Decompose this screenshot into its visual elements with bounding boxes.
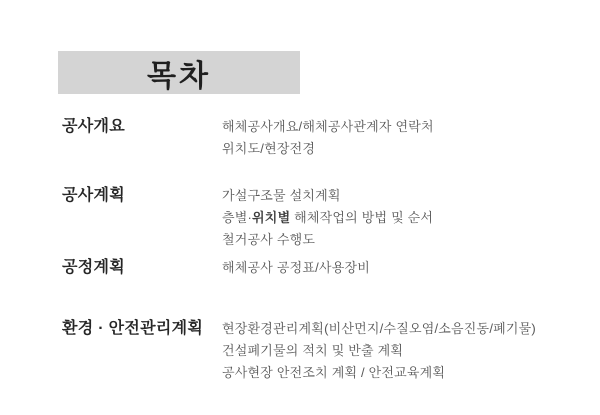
toc-section-overview	[62, 116, 582, 160]
toc-section-schedule	[62, 257, 582, 279]
toc-item	[222, 207, 433, 229]
toc-item-text-bold: 위치별	[252, 210, 291, 225]
toc-list	[62, 116, 582, 384]
section-heading: 공정계획	[62, 259, 126, 276]
toc-section-plan	[62, 185, 582, 251]
toc-item: 위치도/현장전경	[222, 141, 316, 156]
toc-section-env-safety	[62, 318, 582, 384]
section-items	[222, 116, 434, 160]
toc-item: 건설폐기물의 적치 및 반출 계획	[222, 343, 404, 358]
section-items	[222, 257, 370, 279]
toc-item: 현장환경관리계획(비산먼지/수질오염/소음진동/폐기물)	[222, 321, 536, 336]
section-heading: 환경 · 안전관리계획	[62, 320, 204, 337]
toc-item: 철거공사 수행도	[222, 232, 316, 247]
title-bar	[58, 51, 300, 94]
toc-item-text: 층별·	[222, 210, 253, 225]
toc-item-text: 해체작업의 방법 및 순서	[290, 210, 434, 225]
toc-item: 가설구조물 설치계획	[222, 188, 341, 203]
section-items	[222, 318, 536, 384]
page-title: 목차	[147, 59, 211, 93]
toc-item: 해체공사개요/해체공사관계자 연락처	[222, 119, 434, 134]
toc-item: 공사현장 안전조치 계획 / 안전교육계획	[222, 365, 446, 380]
section-heading: 공사개요	[62, 118, 126, 135]
section-heading: 공사계획	[62, 187, 126, 204]
toc-item: 해체공사 공정표/사용장비	[222, 260, 370, 275]
section-items	[222, 185, 433, 251]
